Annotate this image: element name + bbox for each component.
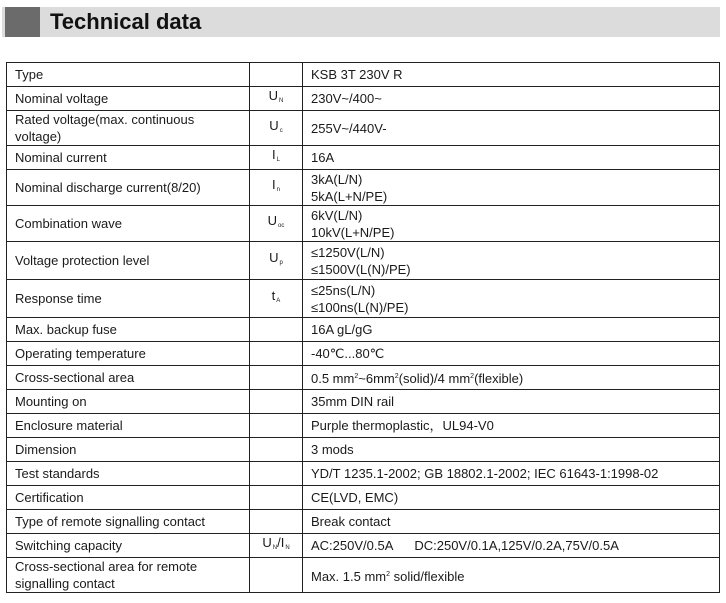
spec-value <box>303 146 720 170</box>
value-sup: 2 <box>386 570 391 578</box>
spec-symbol <box>250 318 303 342</box>
spec-name: Cross-sectional area for remote signalling contact <box>7 558 250 593</box>
value-line: KSB 3T 230V R <box>311 67 403 82</box>
value-line: 3kA(L/N) <box>311 171 363 187</box>
table-row <box>7 342 720 366</box>
spec-value <box>303 170 720 206</box>
spec-name: Operating temperature <box>7 342 250 366</box>
spec-name: Response time <box>7 280 250 318</box>
value-line: -40℃...80℃ <box>311 346 385 361</box>
value-sup: 2 <box>394 373 399 380</box>
symbol-subscript: A <box>276 298 281 304</box>
table-row <box>7 486 720 510</box>
spec-name: Nominal voltage <box>7 87 250 111</box>
symbol-separator: / <box>277 535 281 550</box>
table-row <box>7 146 720 170</box>
value-text: (flexible) <box>474 371 524 386</box>
spec-name: Mounting on <box>7 390 250 414</box>
symbol-letter: U <box>269 250 279 265</box>
spec-value <box>303 510 720 534</box>
spec-symbol <box>250 558 303 593</box>
spec-symbol <box>250 111 303 146</box>
table-row <box>7 318 720 342</box>
table-row <box>7 558 720 593</box>
value-sup: 2 <box>354 373 359 380</box>
table-row <box>7 206 720 242</box>
symbol-subscript: c <box>279 127 283 134</box>
spec-symbol <box>250 414 303 438</box>
value-line: 16A gL/gG <box>311 322 373 337</box>
spec-name: Voltage protection level <box>7 242 250 280</box>
spec-value <box>303 318 720 342</box>
table-row <box>7 366 720 390</box>
spec-symbol <box>250 87 303 111</box>
spec-symbol <box>250 366 303 390</box>
spec-value <box>303 280 720 318</box>
spec-symbol <box>250 242 303 280</box>
value-text: Max. 1.5 mm <box>311 568 387 584</box>
spec-symbol <box>250 342 303 366</box>
table-row <box>7 111 720 146</box>
spec-symbol <box>250 170 303 206</box>
spec-symbol <box>250 390 303 414</box>
spec-name: Type <box>7 63 250 87</box>
spec-symbol <box>250 510 303 534</box>
value-text: (solid)/4 mm <box>398 371 471 386</box>
value-line: 230V~/400~ <box>311 91 382 106</box>
value-line: 3 mods <box>311 442 354 457</box>
spec-symbol <box>250 206 303 242</box>
spec-symbol <box>250 146 303 170</box>
value-line: CE(LVD, EMC) <box>311 490 399 505</box>
spec-symbol <box>250 63 303 87</box>
symbol-subscript: N <box>285 545 290 551</box>
spec-name: Cross-sectional area <box>7 366 250 390</box>
value-text: ~6mm <box>358 371 395 386</box>
table-row <box>7 390 720 414</box>
spec-name: Combination wave <box>7 206 250 242</box>
page-title: Technical data <box>50 9 202 34</box>
spec-value <box>303 486 720 510</box>
spec-symbol <box>250 534 303 558</box>
spec-name: Switching capacity <box>7 534 250 558</box>
symbol-letter: I <box>272 177 276 192</box>
spec-symbol <box>250 462 303 486</box>
value-line: 6kV(L/N) <box>311 207 363 223</box>
spec-symbol <box>250 486 303 510</box>
value-line: ≤25ns(L/N) <box>311 282 376 298</box>
value-text: 0.5 mm <box>311 371 355 386</box>
spec-value <box>303 242 720 280</box>
spec-name: Enclosure material <box>7 414 250 438</box>
value-line: YD/T 1235.1-2002; GB 18802.1-2002; IEC 61643-1:1998-02 <box>311 466 659 481</box>
symbol-subscript: N <box>279 98 284 104</box>
symbol-subscript: oc <box>278 223 285 229</box>
header-accent-block <box>5 7 40 37</box>
value-line: AC:250V/0.5A DC:250V/0.1A,125V/0.2A,75V/0.5A <box>311 538 619 553</box>
section-header <box>2 7 720 37</box>
table-row <box>7 414 720 438</box>
symbol-letter: I <box>280 535 285 550</box>
table-row <box>7 534 720 558</box>
symbol-subscript: N <box>272 545 278 551</box>
value-line: ≤100ns(L(N)/PE) <box>311 299 409 315</box>
value-line: 35mm DIN rail <box>311 394 395 409</box>
value-line: Purple thermoplastic，UL94-V0 <box>311 418 494 433</box>
spec-value <box>303 206 720 242</box>
table-row <box>7 438 720 462</box>
spec-name: Max. backup fuse <box>7 318 250 342</box>
spec-value <box>303 87 720 111</box>
symbol-letter: U <box>268 88 279 103</box>
table-row <box>7 510 720 534</box>
spec-name: Nominal current <box>7 146 250 170</box>
symbol-letter: I <box>272 147 276 162</box>
value-line: ≤1250V(L/N) <box>311 244 385 260</box>
spec-value <box>303 390 720 414</box>
spec-value <box>303 111 720 146</box>
spec-symbol <box>250 438 303 462</box>
value-line: 16A <box>311 150 335 165</box>
table-row <box>7 462 720 486</box>
symbol-letter: U <box>267 213 278 228</box>
table-row <box>7 87 720 111</box>
value-line: 5kA(L+N/PE) <box>311 188 388 204</box>
spec-name: Type of remote signalling contact <box>7 510 250 534</box>
spec-symbol <box>250 280 303 318</box>
spec-value <box>303 438 720 462</box>
spec-value <box>303 63 720 87</box>
spec-name: Nominal discharge current(8/20) <box>7 170 250 206</box>
spec-name: Certification <box>7 486 250 510</box>
value-sup: 2 <box>470 373 475 380</box>
table-row <box>7 280 720 318</box>
spec-value <box>303 342 720 366</box>
symbol-subscript: L <box>276 157 280 163</box>
value-line: Break contact <box>311 514 391 529</box>
spec-value <box>303 366 720 390</box>
technical-data-table <box>6 62 720 593</box>
symbol-letter: U <box>269 117 279 133</box>
spec-value <box>303 414 720 438</box>
symbol-letter: t <box>271 288 276 303</box>
symbol-subscript: p <box>279 260 283 266</box>
value-line: ≤1500V(L(N)/PE) <box>311 261 411 277</box>
spec-value <box>303 558 720 593</box>
value-line: 10kV(L+N/PE) <box>311 224 395 240</box>
spec-name: Test standards <box>7 462 250 486</box>
symbol-subscript: n <box>276 187 280 193</box>
spec-value <box>303 462 720 486</box>
spec-value <box>303 534 720 558</box>
table-row <box>7 63 720 87</box>
table-row <box>7 170 720 206</box>
value-text: solid/flexible <box>390 568 465 584</box>
spec-name: Dimension <box>7 438 250 462</box>
symbol-letter: U <box>262 535 272 550</box>
spec-name: Rated voltage(max. continuous voltage) <box>7 111 250 146</box>
table-row <box>7 242 720 280</box>
value-line: 255V~/440V- <box>311 120 387 136</box>
